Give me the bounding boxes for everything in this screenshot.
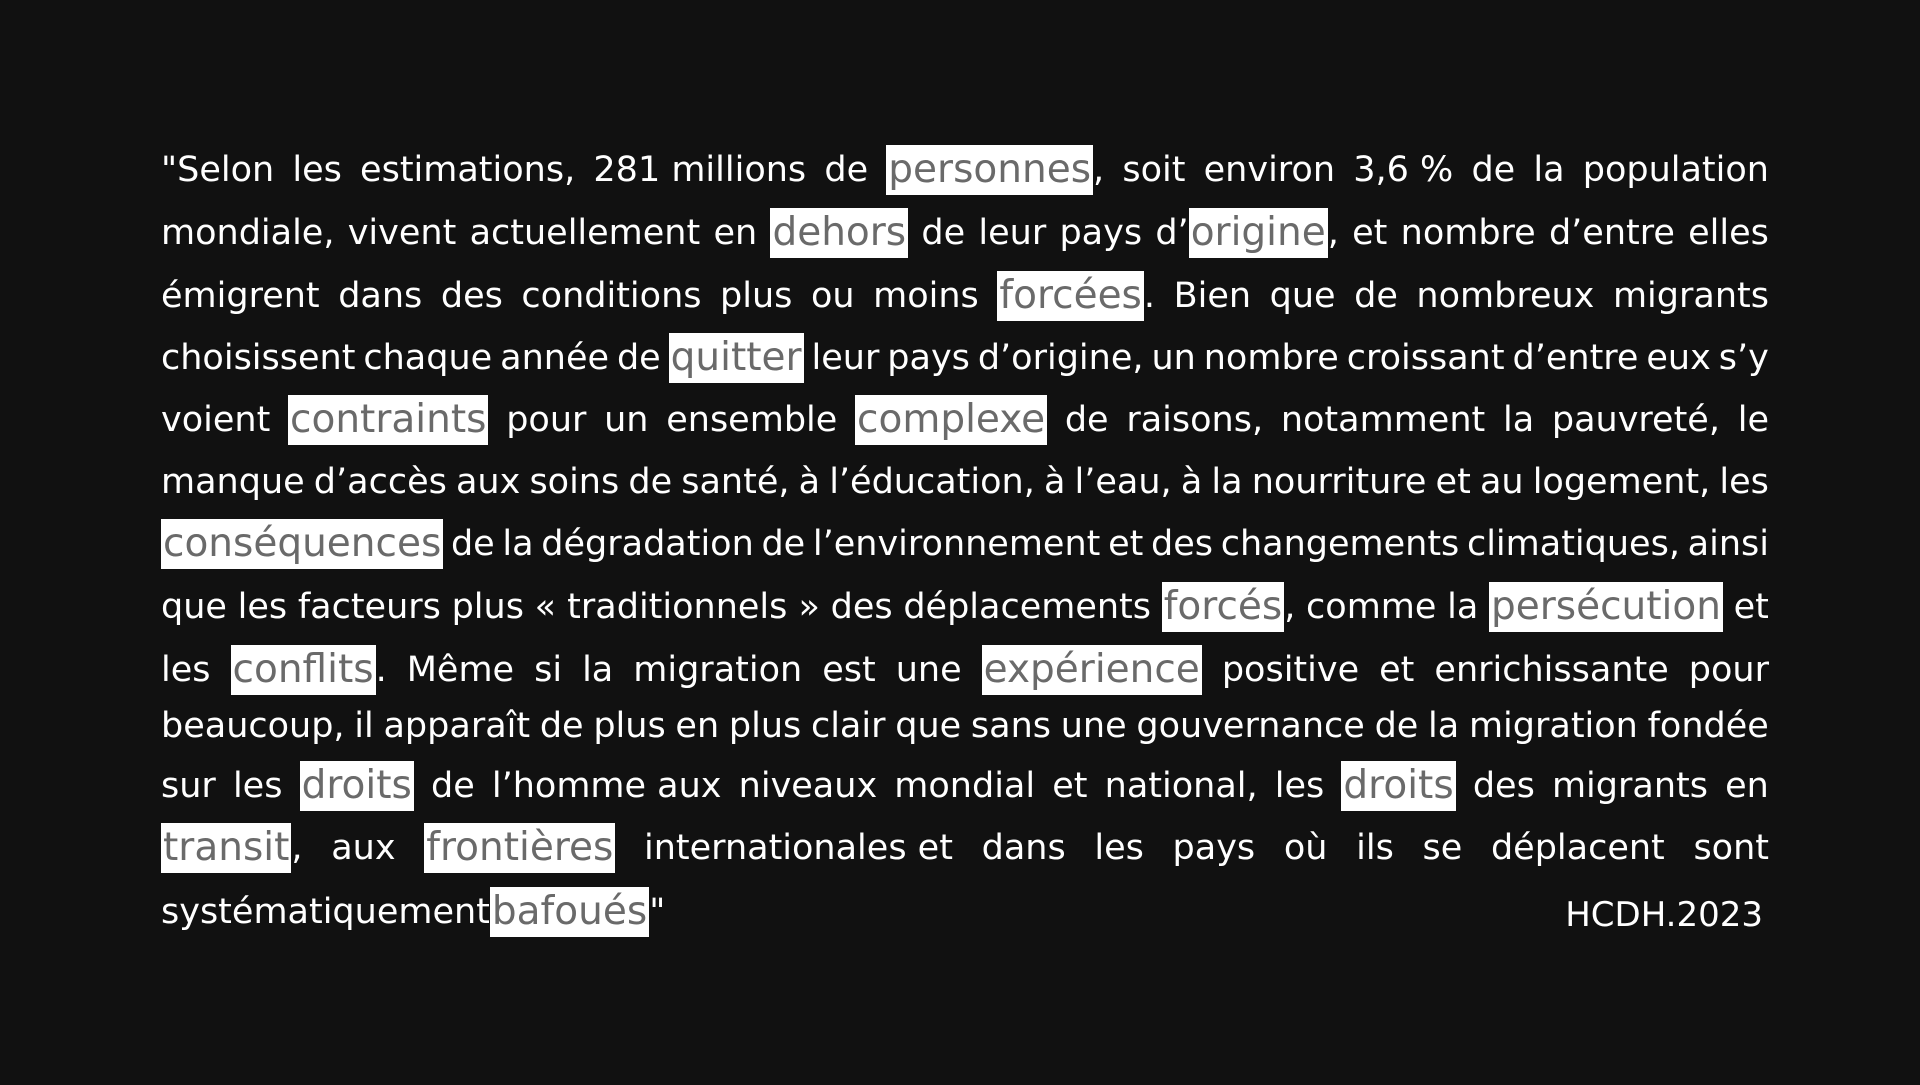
word: de [450,523,495,564]
highlighted-word-group [161,823,303,873]
word: de [761,523,806,564]
highlighted-word: transit [161,823,291,873]
highlighted-word: origine [1189,208,1328,258]
word: beaucoup, [161,705,345,746]
punctuation: , [1284,586,1296,627]
word: les [1094,827,1144,868]
quote-line [161,820,1769,876]
word: vivent [347,212,457,253]
punctuation: . [375,649,387,690]
word: croissant [1346,337,1505,378]
word: l’eau, [1074,461,1172,502]
word: population [1582,149,1769,190]
word: où [1283,827,1328,868]
highlighted-word-group [886,145,1104,195]
word: pour [1688,649,1769,690]
word: le [1737,399,1769,440]
word: au [1479,461,1524,502]
word: à [1180,461,1203,502]
word: les [232,765,283,806]
word: ainsi [1687,523,1769,564]
word: pauvreté, [1551,399,1720,440]
word: d’entre [1512,337,1639,378]
word: de [824,149,869,190]
word: il [354,705,374,746]
highlighted-word-group [161,519,443,569]
word: en [713,212,758,253]
word: ou [810,275,855,316]
word: actuellement [469,212,701,253]
word: la [1428,705,1460,746]
word: logement, [1532,461,1711,502]
word: de [628,461,673,502]
word: de [430,765,475,806]
highlighted-word-group [424,823,615,873]
word: et [1052,765,1088,806]
highlighted-word-group [490,887,665,937]
word: la [1533,149,1565,190]
word: notamment [1280,399,1486,440]
word: la [1502,399,1535,440]
word: des [1151,523,1214,564]
word: plus [720,275,793,316]
word: la [1447,586,1479,627]
word: pays [887,337,970,378]
word: estimations, [360,149,576,190]
word: l’éducation, [829,461,1035,502]
word: enrichissante [1434,649,1669,690]
quote-line [161,516,1769,572]
word: de [1374,705,1419,746]
word: des [440,275,503,316]
word: et [1108,523,1144,564]
word: facteurs [297,586,441,627]
word: santé, [681,461,790,502]
word: et [1733,586,1769,627]
word: nombre [1400,212,1536,253]
highlighted-word: expérience [982,645,1202,695]
highlighted-word: droits [300,761,414,811]
source-citation: HCDH.2023 [1565,895,1763,935]
highlighted-word: dehors [770,208,908,258]
word-prefix: d’ [1155,212,1189,253]
word: de [539,705,584,746]
word: de [1471,149,1516,190]
word: une [895,649,962,690]
word: émigrent [161,275,320,316]
word: leur [811,337,880,378]
highlighted-word: forcés [1162,582,1285,632]
word: leur [978,212,1047,253]
word: environ [1203,149,1336,190]
word: 281 millions [593,149,807,190]
word: ensemble [666,399,838,440]
word: soit [1122,149,1186,190]
highlighted-word: quitter [669,333,804,383]
word: de [1354,275,1398,316]
punctuation: , [1327,212,1339,253]
word: une [1060,705,1127,746]
word: la [1211,461,1243,502]
word: raisons, [1126,399,1264,440]
word: la [582,649,614,690]
word: mondiale, [161,212,335,253]
quote-line [161,268,1769,324]
word: la [502,523,534,564]
word: positive [1221,649,1360,690]
word: dans [338,275,423,316]
word: pour [506,399,587,440]
word: internationales et [644,827,953,868]
word: les [237,586,288,627]
word: Même [406,649,515,690]
word: et [1435,461,1471,502]
word: manque [161,461,305,502]
word: un [604,399,649,440]
word: d’entre [1548,212,1675,253]
quote-line [161,758,1769,814]
word: l’homme aux [491,765,722,806]
word: Bien [1173,275,1252,316]
word: de [921,212,966,253]
word: se [1422,827,1463,868]
word: conditions [521,275,702,316]
word: les [292,149,342,190]
word: à [1043,461,1066,502]
quote-line [161,205,1769,261]
word: climatiques, [1466,523,1680,564]
word: pays [1172,827,1256,868]
quote-line [161,454,1769,510]
word: plus [451,586,524,627]
word: un [1151,337,1196,378]
word: et [1352,212,1388,253]
highlighted-word: persécution [1489,582,1723,632]
word: migration [1468,705,1638,746]
word: moins [873,275,979,316]
word: d’origine, [977,337,1144,378]
word: s’y [1718,337,1769,378]
word: comme [1306,586,1437,627]
highlighted-word-group [770,208,908,258]
word: aux [455,461,521,502]
word: dégradation [541,523,754,564]
word: systématiquement [161,891,490,932]
word: chaque [363,337,493,378]
word: plus [728,705,802,746]
word: pays [1059,212,1143,253]
word: aux [331,827,396,868]
word: migrants [1612,275,1769,316]
word: nombre [1203,337,1339,378]
word: sur [161,765,216,806]
word: changements [1220,523,1460,564]
highlighted-word: bafoués [490,887,649,937]
word: apparaît [383,705,531,746]
word: clair [810,705,886,746]
word: choisissent [161,337,356,378]
word: sans [970,705,1052,746]
word: elles [1688,212,1769,253]
word: que [161,586,227,627]
highlighted-word: conséquences [161,519,443,569]
word: ils [1356,827,1394,868]
word: soins [529,461,620,502]
punctuation: . [1143,275,1156,316]
word: 3,6 % [1353,149,1454,190]
word: les [1274,765,1325,806]
word: les [1719,461,1769,502]
word: nourriture [1251,461,1427,502]
highlighted-word: frontières [424,823,615,873]
word: « traditionnels » [534,586,820,627]
word: est [822,649,876,690]
word: dans [981,827,1066,868]
quote-line [161,392,1769,448]
highlighted-word-group [1489,582,1723,632]
punctuation: " [649,891,666,932]
word: "Selon [161,149,275,190]
punctuation: , [1093,149,1105,190]
highlighted-word: complexe [855,395,1047,445]
quote-line [161,142,1769,198]
word: en [675,705,720,746]
highlighted-word: personnes [886,145,1093,195]
word: nombreux [1416,275,1595,316]
word: gouvernance [1136,705,1365,746]
quote-line [161,884,1769,940]
highlighted-word-group [1162,582,1296,632]
word: sont [1693,827,1769,868]
word: national, [1104,765,1258,806]
quote-line [161,330,1769,386]
word: que [1269,275,1336,316]
highlighted-word: droits [1341,761,1455,811]
word: déplacements [903,586,1151,627]
quote-line [161,579,1769,635]
highlighted-word-group [982,645,1202,695]
word: des [1472,765,1535,806]
word: migration [633,649,803,690]
quote-line [161,642,1769,698]
highlighted-word-group [997,271,1155,321]
word: mondial [894,765,1036,806]
highlighted-word-group [1341,761,1455,811]
word: à [798,461,821,502]
word: de [1064,399,1109,440]
word: si [534,649,563,690]
word: niveaux [738,765,878,806]
word: et [1379,649,1415,690]
word: déplacent [1490,827,1665,868]
word: fondée [1647,705,1769,746]
highlighted-word: conflits [231,645,376,695]
word: d’accès [313,461,447,502]
highlighted-word-group [669,333,804,383]
word: migrants [1551,765,1708,806]
word: plus [593,705,666,746]
word: l’environnement [812,523,1101,564]
highlighted-word: contraints [288,395,488,445]
word: année [500,337,610,378]
highlighted-word: forcées [997,271,1144,321]
highlighted-word-group [300,761,414,811]
quote-line [161,698,1769,754]
highlighted-word-group [231,645,387,695]
highlighted-word-group [855,395,1047,445]
word: voient [161,399,271,440]
word: eux [1646,337,1711,378]
word: de [616,337,661,378]
highlighted-word-group [288,395,488,445]
word: les [161,649,211,690]
word: en [1725,765,1769,806]
highlighted-word-group [1155,208,1339,258]
punctuation: , [291,827,303,868]
word: des [830,586,893,627]
word: que [895,705,962,746]
